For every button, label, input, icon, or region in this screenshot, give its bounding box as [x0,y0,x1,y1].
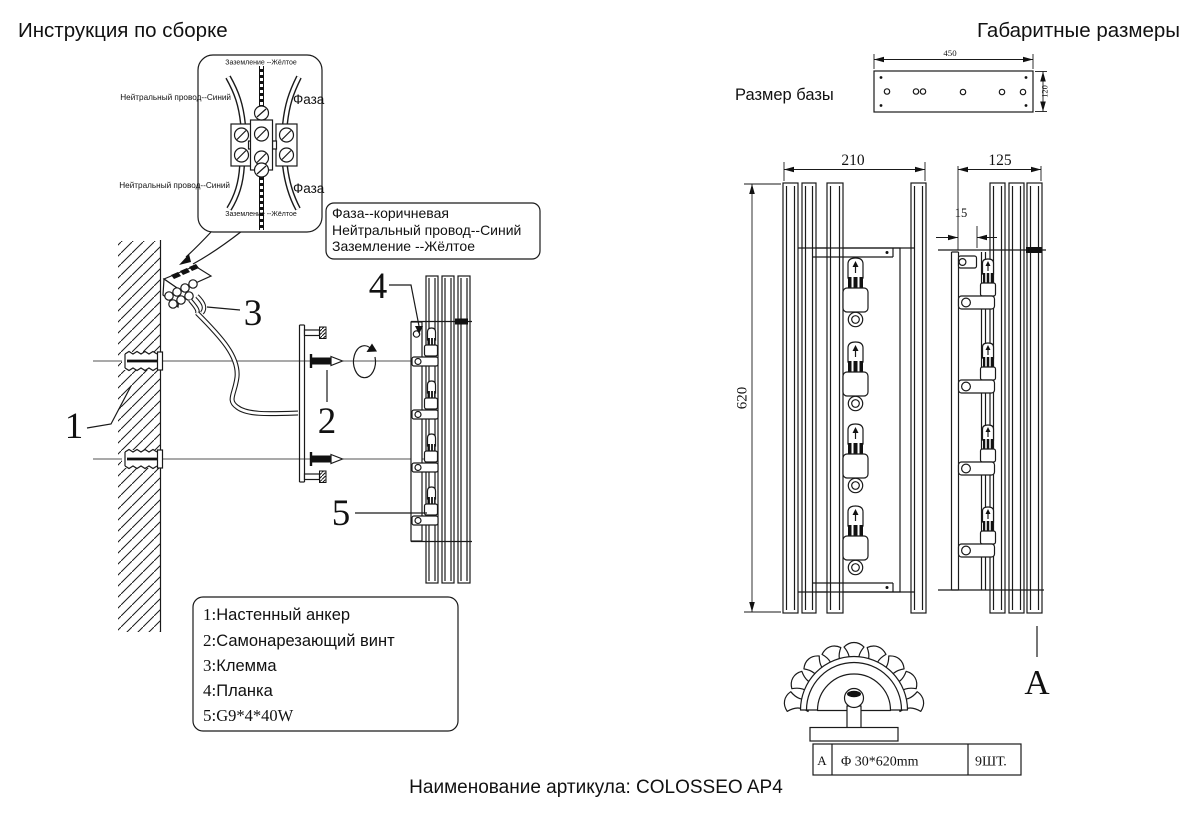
front-view [735,152,927,613]
wall-anchor-top [122,352,163,371]
callout-4: 4 [368,266,388,307]
parts-list-item: 2:Самонарезающий винт [203,631,395,650]
svg-text:125: 125 [988,152,1012,169]
svg-text:15: 15 [954,206,968,220]
parts-list-item: 5:G9*4*40W [203,706,294,725]
fixture-backplate [411,322,422,541]
note-line-ground: Заземление --Жёлтое [332,238,475,254]
side-view [936,152,1046,613]
side-g9-unit [959,507,996,557]
strip-screw-top [305,330,320,336]
svg-text:120: 120 [1039,85,1050,98]
callout-3: 3 [243,293,263,334]
spec-table [813,744,1021,775]
dimensions-title: Габаритные размеры [976,19,1180,42]
dim-120 [1035,72,1050,112]
ground-bottom-label: Заземление --Жёлтое [225,211,297,218]
wall [118,240,161,632]
balloon-tail-line [193,231,242,264]
fixture-assembly-view [411,276,472,583]
svg-text:620: 620 [734,386,751,410]
parts-list-item: 3:Клемма [203,656,277,675]
neutral-bottom-label: Нейтральный провод--Синий [119,181,230,190]
top-view [783,643,925,742]
section-marker [1024,626,1050,702]
phase-top-label: Фаза [293,92,325,107]
spec-size-cell: Φ 30*620mm [841,754,919,770]
assembly-title: Инструкция по сборке [18,19,228,42]
section-marker-label: A [1024,663,1050,702]
self-tapping-screw-bottom [311,452,343,466]
dim-450 [874,48,1033,69]
wiring-diagram-balloon [119,55,325,265]
spec-ref-cell: A [817,753,827,768]
callout-2: 2 [317,401,337,442]
assembly-instructions-panel [18,19,540,731]
dim-15 [936,206,997,248]
overall-dimensions-panel [735,19,1181,775]
base-size-label: Размер базы [735,86,834,104]
side-g9-unit [959,425,996,475]
side-backplate [952,252,959,590]
terminal-connector [163,264,211,314]
note-line-neutral: Нейтральный провод--Синий [332,222,522,238]
base-plate-view [735,48,1050,112]
top-view-base [810,728,898,742]
parts-list-item: 1:Настенный анкер [203,605,351,624]
spec-qty-cell: 9ШТ. [975,754,1007,770]
callout-4-leader [389,285,423,334]
self-tapping-screw-top [311,354,343,368]
callout-1: 1 [64,406,84,447]
side-g9-unit [959,343,996,393]
callout-3-leader [207,307,240,310]
wall-anchor-bottom [122,450,163,469]
article-name: Наименование артикула: COLOSSEO AP4 [409,777,783,798]
strip-screw-bottom [305,474,320,480]
svg-text:450: 450 [943,48,957,58]
rotation-arrow-icon [353,344,377,378]
dim-210 [784,152,925,181]
callout-5: 5 [331,493,351,534]
neutral-top-label: Нейтральный провод--Синий [120,93,231,102]
wire-color-note [326,203,540,259]
phase-bottom-label: Фаза [293,181,325,196]
note-line-phase: Фаза--коричневая [332,205,449,221]
parts-list [193,597,458,731]
balloon-arrow-icon [179,254,191,265]
balloon-tail-line [186,231,212,257]
svg-text:210: 210 [841,152,865,169]
dim-620 [735,184,782,612]
ground-top-label: Заземление --Жёлтое [225,59,297,67]
parts-list-item: 4:Планка [203,681,273,700]
